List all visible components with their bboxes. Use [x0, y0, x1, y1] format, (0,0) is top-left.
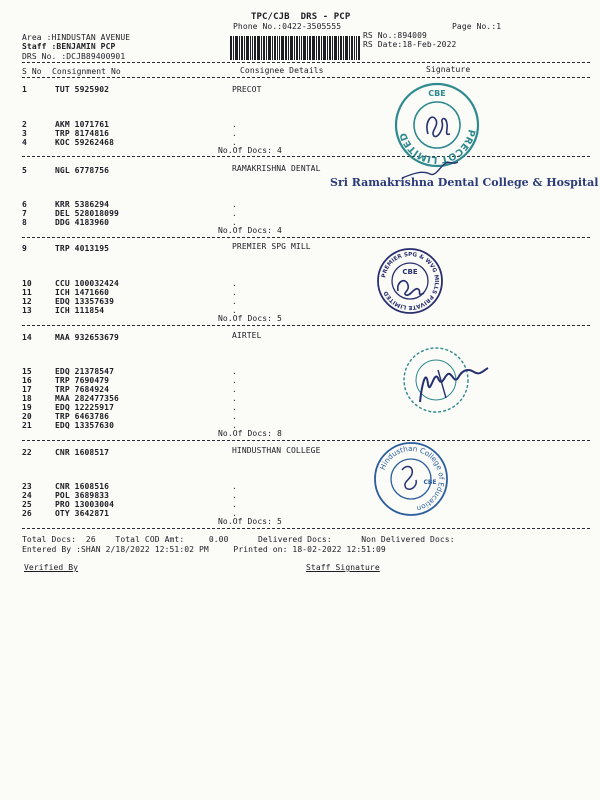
row-sno: 25 [22, 500, 32, 509]
divider [22, 156, 590, 157]
stamp-ring-text: PREMIER SPG & WVG MILLS PRIVATE LIMITED [381, 251, 440, 311]
row-sno: 5 [22, 166, 27, 175]
consignment-number: DEL 528018099 [55, 209, 119, 218]
row-sno: 13 [22, 306, 32, 315]
row-sno: 3 [22, 129, 27, 138]
consignment-number: EDQ 21378547 [55, 367, 114, 376]
row-dot: . [232, 509, 237, 518]
row-sno: 19 [22, 403, 32, 412]
dental-signature-scribble [400, 160, 460, 182]
consignment-number: TRP 7690479 [55, 376, 110, 385]
col-consignment: Consignment No [52, 67, 121, 76]
hindusthan-stamp [372, 440, 450, 518]
drs-number: DRS No. :DCJB89400901 [22, 52, 126, 61]
consignment-number: DDG 4183960 [55, 218, 110, 227]
totals-line: Total Docs: 26 Total COD Amt: 0.00 Delivered Docs: Non Delivered Docs: [22, 535, 455, 544]
docs-count: No.Of Docs: 5 [218, 517, 282, 526]
dental-stamp: Sri Ramakrishna Dental College & Hospital [330, 176, 599, 189]
stamp-city: CBE [423, 479, 437, 486]
row-dot: . [232, 385, 237, 394]
col-signature: Signature [426, 65, 471, 74]
row-sno: 6 [22, 200, 27, 209]
consignment-number: TRP 7684924 [55, 385, 110, 394]
consignment-number: NGL 6778756 [55, 166, 110, 175]
stamp-city: CBE [402, 268, 418, 276]
consignment-number: TRP 4013195 [55, 244, 110, 253]
consignee-name: HINDUSTHAN COLLEGE [232, 446, 321, 455]
row-dot: . [232, 394, 237, 403]
docs-count: No.Of Docs: 8 [218, 429, 282, 438]
row-dot: . [232, 491, 237, 500]
row-sno: 20 [22, 412, 32, 421]
row-dot: . [232, 306, 237, 315]
docs-count: No.Of Docs: 4 [218, 146, 282, 155]
consignment-number: PRO 13003004 [55, 500, 114, 509]
signature-scribble [402, 467, 416, 490]
consignee-name: RAMAKRISHNA DENTAL [232, 164, 321, 173]
rs-number: RS No.:894009 [363, 31, 427, 40]
row-sno: 18 [22, 394, 32, 403]
verified-by-label: Verified By [24, 563, 79, 572]
consignment-number: EDQ 13357639 [55, 297, 114, 306]
consignment-number: ICH 1471660 [55, 288, 110, 297]
consignment-number: CNR 1608516 [55, 482, 110, 491]
row-dot: . [232, 421, 237, 430]
sheet-title: TPC/CJB DRS - PCP [251, 12, 351, 22]
page-number: Page No.:1 [452, 22, 502, 31]
consignee-name: PRECOT [232, 85, 262, 94]
precot-stamp [394, 82, 480, 168]
col-consignee: Consignee Details [240, 66, 324, 75]
consignment-number: EDQ 12225917 [55, 403, 114, 412]
row-sno: 17 [22, 385, 32, 394]
row-sno: 15 [22, 367, 32, 376]
row-dot: . [232, 500, 237, 509]
entered-by-line: Entered By :SHAN 2/18/2022 12:51:02 PM Printed on: 18-02-2022 12:51:09 [22, 545, 386, 554]
divider [22, 62, 590, 63]
consignment-number: TRP 6463786 [55, 412, 110, 421]
divider [22, 77, 590, 78]
row-sno: 24 [22, 491, 32, 500]
consignment-number: OTY 3642871 [55, 509, 110, 518]
divider [22, 237, 590, 238]
divider [22, 325, 590, 326]
docs-count: No.Of Docs: 5 [218, 314, 282, 323]
row-dot: . [232, 138, 237, 147]
row-dot: . [232, 218, 237, 227]
row-sno: 26 [22, 509, 32, 518]
stamp-ring-text: Hindusthan College of Education [377, 443, 447, 514]
row-sno: 2 [22, 120, 27, 129]
consignment-number: CNR 1608517 [55, 448, 110, 457]
row-sno: 4 [22, 138, 27, 147]
docs-count: No.Of Docs: 4 [218, 226, 282, 235]
row-dot: . [232, 279, 237, 288]
row-sno: 9 [22, 244, 27, 253]
row-sno: 10 [22, 279, 32, 288]
row-dot: . [232, 129, 237, 138]
row-dot: . [232, 376, 237, 385]
row-sno: 21 [22, 421, 32, 430]
row-dot: . [232, 297, 237, 306]
stamp-city: CBE [428, 89, 446, 98]
consignment-number: AKM 1071761 [55, 120, 110, 129]
col-sno: S No [22, 67, 42, 76]
row-dot: . [232, 200, 237, 209]
row-sno: 1 [22, 85, 27, 94]
consignment-number: POL 3689833 [55, 491, 110, 500]
row-sno: 22 [22, 448, 32, 457]
row-sno: 8 [22, 218, 27, 227]
staff-signature-label: Staff Signature [306, 563, 380, 572]
row-sno: 11 [22, 288, 32, 297]
divider [22, 440, 590, 441]
row-dot: . [232, 288, 237, 297]
consignment-number: ICH 111854 [55, 306, 105, 315]
consignee-name: PREMIER SPG MILL [232, 242, 311, 251]
consignment-number: TUT 5925902 [55, 85, 110, 94]
row-sno: 14 [22, 333, 32, 342]
area-label: Area :HINDUSTAN AVENUE [22, 33, 131, 42]
consignment-number: MAA 932653679 [55, 333, 119, 342]
phone-number: Phone No.:0422-3505555 [233, 22, 342, 31]
row-dot: . [232, 209, 237, 218]
airtel-signature [398, 340, 490, 426]
premier-stamp [376, 247, 444, 315]
staff-label: Staff :BENJAMIN PCP [22, 42, 116, 51]
signature-scribble [398, 281, 424, 296]
row-sno: 12 [22, 297, 32, 306]
row-sno: 16 [22, 376, 32, 385]
row-dot: . [232, 120, 237, 129]
consignment-number: KOC 59262468 [55, 138, 114, 147]
consignment-number: EDQ 13357630 [55, 421, 114, 430]
consignment-number: KRR 5386294 [55, 200, 110, 209]
row-dot: . [232, 412, 237, 421]
row-dot: . [232, 367, 237, 376]
consignment-number: MAA 282477356 [55, 394, 119, 403]
consignment-number: TRP 8174816 [55, 129, 110, 138]
row-sno: 7 [22, 209, 27, 218]
row-sno: 23 [22, 482, 32, 491]
consignment-number: CCU 100032424 [55, 279, 119, 288]
divider [22, 528, 590, 529]
rs-date: RS Date:18-Feb-2022 [363, 40, 457, 49]
barcode [230, 36, 360, 60]
row-dot: . [232, 482, 237, 491]
row-dot: . [232, 403, 237, 412]
stamp-ring-text: PRECOT LIMITED [398, 128, 477, 166]
consignee-name: AIRTEL [232, 331, 262, 340]
signature-scribble [427, 117, 450, 136]
